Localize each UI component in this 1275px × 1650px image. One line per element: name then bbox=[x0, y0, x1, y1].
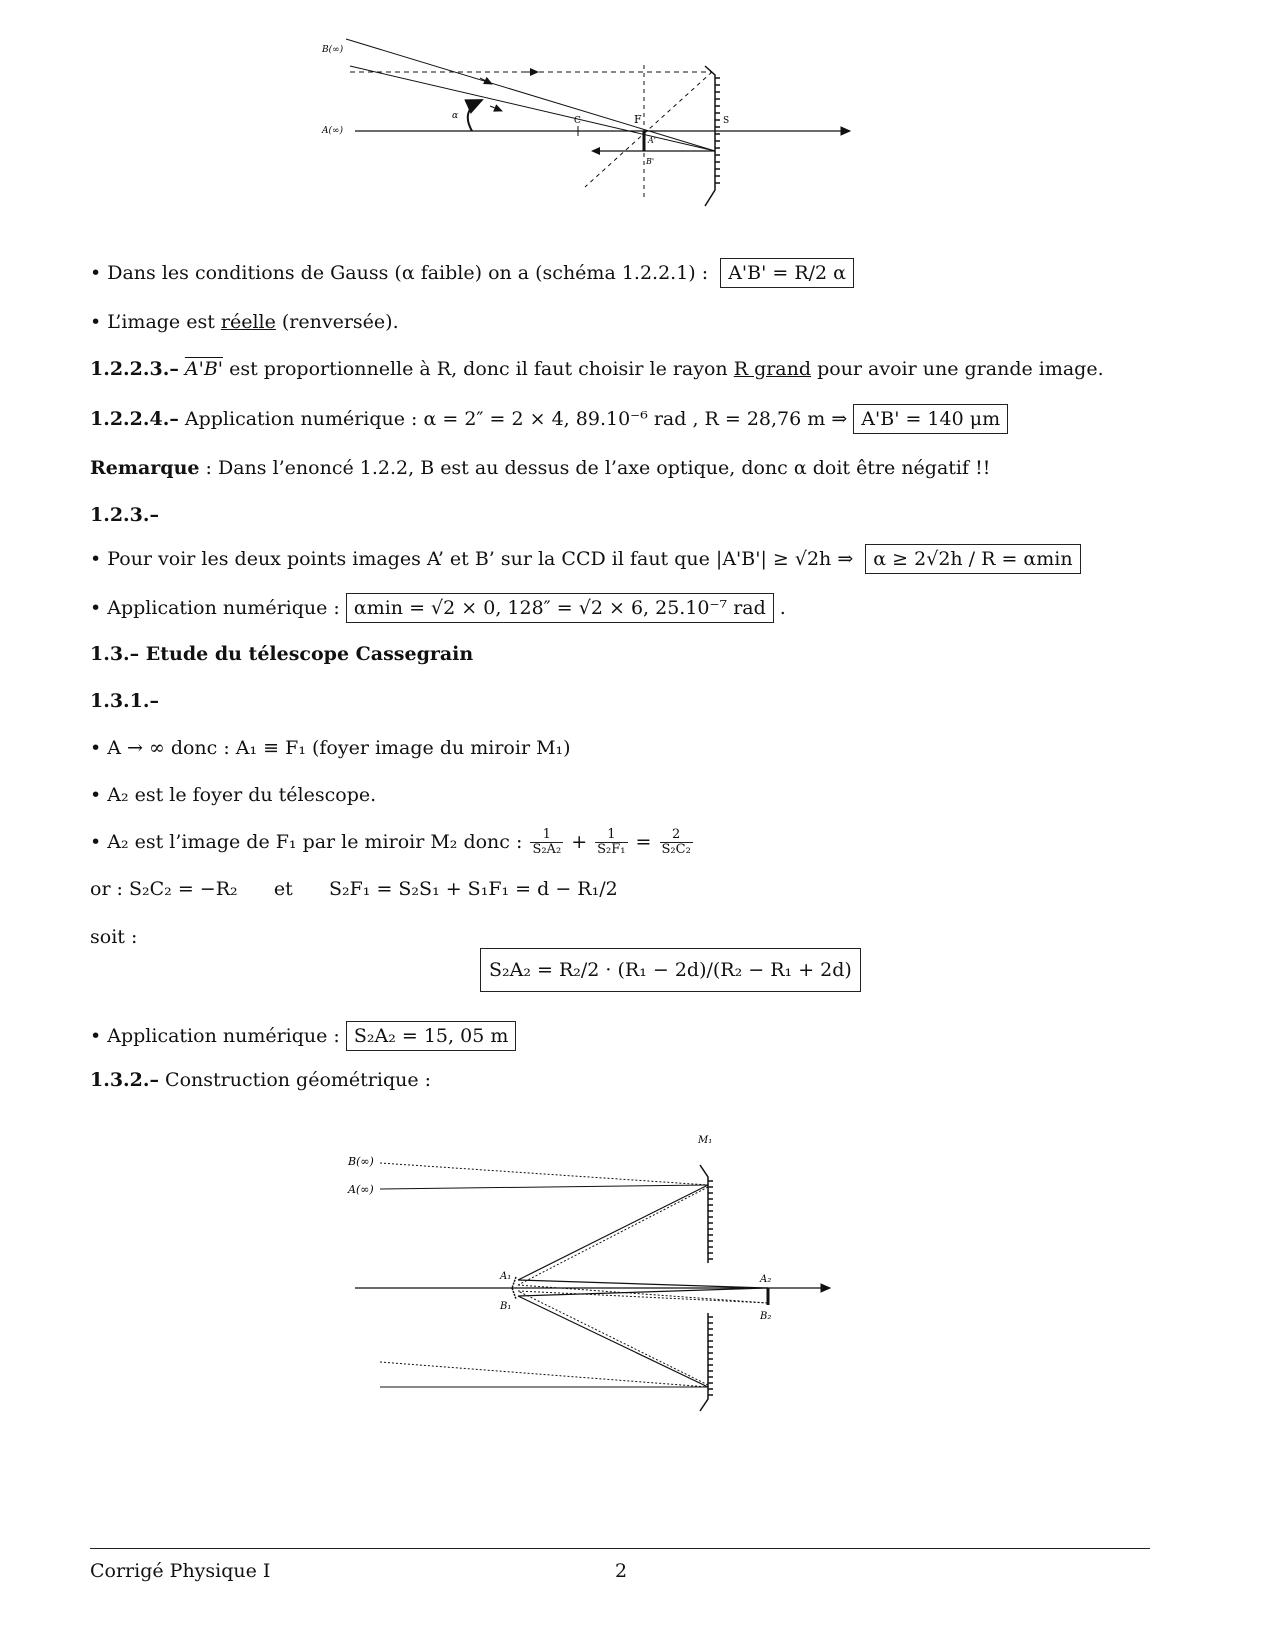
bullet-a-focus: • A → ∞ donc : A₁ ≡ F₁ (foyer image du miroir M₁) bbox=[90, 737, 571, 759]
label-b2: B₂ bbox=[760, 1311, 772, 1322]
label-b-prime: B' bbox=[646, 157, 655, 166]
ray-b-incoming bbox=[380, 1163, 708, 1185]
label-alpha: α bbox=[452, 111, 459, 121]
section-123: 1.2.3.– bbox=[90, 504, 160, 526]
alpha-min-value-box: αmin = √2 × 0, 128″ = √2 × 6, 25.10⁻⁷ rad bbox=[346, 593, 774, 623]
label-m1: M₁ bbox=[698, 1135, 713, 1146]
fraction-1: $\frac{1}{\text{S₂A₂}}$ bbox=[532, 827, 562, 858]
ray-b-incoming-lower bbox=[380, 1362, 708, 1387]
bullet-a2-focus: • A₂ est le foyer du télescope. bbox=[90, 784, 377, 806]
dashed-reflection bbox=[585, 72, 712, 187]
gauss-result-box: A'B' = R/2 α bbox=[720, 258, 854, 288]
label-s: S bbox=[723, 116, 730, 126]
section-1224: 1.2.2.4.– Application numérique : α = 2″ = 2 × 4, 89.10⁻⁶ rad , R = 28,76 m ⇒ A'B' = 140 μm bbox=[90, 404, 1008, 434]
ccd-line: • Pour voir les deux points images A’ et B’ sur la CCD il faut que |A'B'| ≥ √2h ⇒ α ≥ 2√2h / R = αmin bbox=[90, 544, 1081, 574]
label-b1: B₁ bbox=[500, 1301, 512, 1312]
label-a-inf: A(∞) bbox=[322, 126, 344, 136]
figure-cassegrain bbox=[340, 1125, 860, 1425]
s2a2-value-box: S₂A₂ = 15, 05 m bbox=[346, 1021, 516, 1051]
label-a2: A₂ bbox=[760, 1274, 772, 1285]
footer-rule bbox=[90, 1548, 1150, 1549]
alpha-min-box: α ≥ 2√2h / R = αmin bbox=[865, 544, 1080, 574]
fraction-3: $\frac{2}{\text{S₂C₂}}$ bbox=[661, 827, 691, 858]
label-a-prime: A' bbox=[648, 136, 656, 145]
primary-mirror-top bbox=[700, 1165, 708, 1263]
label-c: C bbox=[574, 116, 581, 126]
result-line bbox=[480, 948, 861, 992]
an-line-1: • Application numérique : αmin = √2 × 0, 128″ = √2 × 6, 25.10⁻⁷ rad . bbox=[90, 593, 786, 623]
gauss-line: • Dans les conditions de Gauss (α faible) on a (schéma 1.2.2.1) : A'B' = R/2 α bbox=[90, 258, 854, 288]
alpha-arc bbox=[468, 100, 482, 131]
page-number: 2 bbox=[615, 1560, 628, 1582]
label-f: F bbox=[634, 113, 642, 126]
footer-title: Corrigé Physique I bbox=[90, 1560, 271, 1582]
fraction-2: $\frac{1}{\text{S₂F₁}}$ bbox=[597, 827, 626, 858]
label-a-inf-2: A(∞) bbox=[348, 1183, 374, 1196]
label-b-inf-2: B(∞) bbox=[348, 1155, 374, 1168]
ray-a-incoming bbox=[380, 1185, 708, 1189]
soit-line: soit : bbox=[90, 926, 138, 948]
label-a1: A₁ bbox=[500, 1271, 512, 1282]
section-131: 1.3.1.– bbox=[90, 690, 160, 712]
mirror bbox=[705, 66, 715, 206]
ray-b-lower bbox=[350, 66, 715, 151]
conjugation-line: • A₂ est l’image de F₁ par le miroir M₂ donc : $\frac{1}{\text{S₂A₂}}$ + $\frac{1}{\text{S₂F₁}}$ = $\frac{2}{\text{S₂C₂}}$ bbox=[90, 827, 691, 858]
an-line-2: • Application numérique : S₂A₂ = 15, 05 m bbox=[90, 1021, 516, 1051]
section-1223: 1.2.2.3.– A'B' est proportionnelle à R, donc il faut choisir le rayon R grand pour avoir une grande image. bbox=[90, 358, 1104, 380]
label-b-inf: B(∞) bbox=[322, 45, 344, 55]
figure-mirror-diagram bbox=[320, 30, 880, 220]
s2a2-formula-box: S₂A₂ = R₂/2 · (R₁ − 2d)/(R₂ − R₁ + 2d) bbox=[480, 948, 861, 992]
section-13-heading: 1.3.– Etude du télescope Cassegrain bbox=[90, 643, 474, 665]
section-132: 1.3.2.– Construction géométrique : bbox=[90, 1069, 432, 1091]
ab-result-box: A'B' = 140 μm bbox=[853, 404, 1008, 434]
primary-mirror-bottom bbox=[700, 1313, 708, 1411]
image-line: • L’image est réelle (renversée). bbox=[90, 311, 399, 333]
or-line: or : S₂C₂ = −R₂ et S₂F₁ = S₂S₁ + S₁F₁ = d − R₁/2 bbox=[90, 878, 618, 900]
ray-b-upper bbox=[346, 39, 715, 151]
remark-line: Remarque : Dans l’enoncé 1.2.2, B est au dessus de l’axe optique, donc α doit être négatif !! bbox=[90, 457, 991, 479]
